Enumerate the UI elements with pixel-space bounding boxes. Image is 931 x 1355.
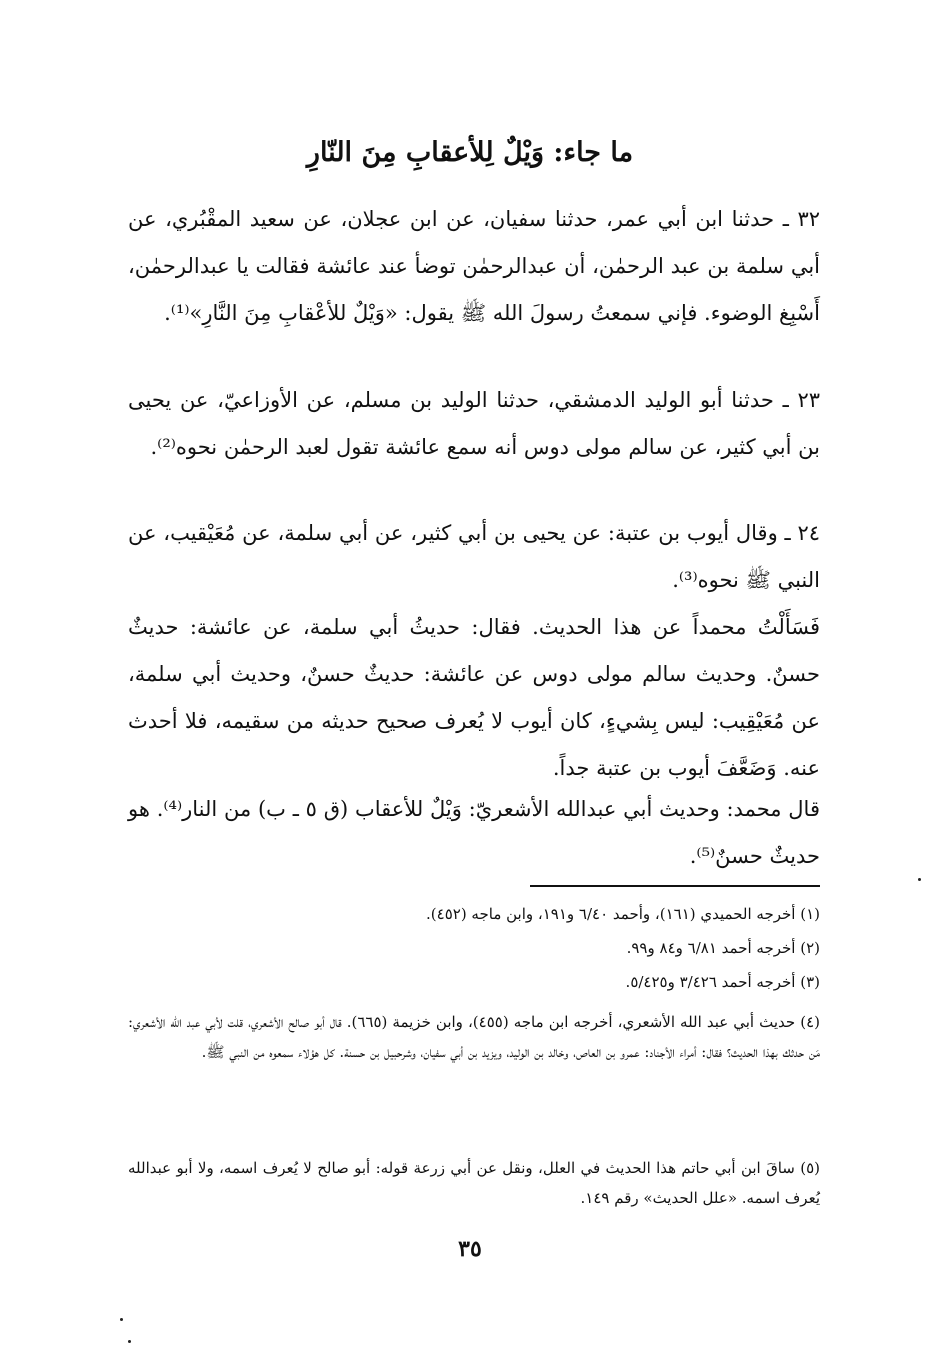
page-number: ٣٥: [458, 1236, 482, 1262]
scan-speck: [918, 878, 921, 881]
scan-speck: [120, 1318, 123, 1321]
commentary-paragraph: فَسَأَلْتُ محمداً عن هذا الحديث. فقال: حديثُ أبي سلمة، عن عائشة: حديثٌ حسنٌ. وحديث سالم مولى دوس عن عائشة: حديثٌ حسنٌ، وحديث أبي سلمة، عن مُعَيْقِيب: ليس بِشيءٍ، كان أيوب لا يُعرف صحيح حديثه من سقيمه، فلا أحدث عنه. وَضَعَّفَ أيوب بن عتبة جداً.: [128, 615, 820, 780]
footnote-1: (١) أخرجه الحميدي (١٦١)، وأحمد ٦/٤٠ و١٩١، وابن ماجه (٤٥٢).: [426, 905, 820, 923]
hadith-23-paragraph: ٢٣ ـ حدثنا أبو الوليد الدمشقي، حدثنا الوليد بن مسلم، عن الأوزاعيّ، عن يحيى بن أبي كثير، عن سالم مولى دوس أنه سمع عائشة تقول لعبد الرحمٰن نحوه⁽²⁾.: [128, 388, 820, 459]
hadith-32-paragraph: ٣٢ ـ حدثنا ابن أبي عمر، حدثنا سفيان، عن ابن عجلان، عن سعيد المقْبُري، عن أبي سلمة بن عبد الرحمٰن، أن عبدالرحمٰن توضأ عند عائشة فقالت يا عبدالرحمٰن، أَسْبِغ الوضوء. فإني سمعتُ رسولَ الله ﷺ يقول: «وَيْلٌ للأعْقابِ مِنَ النَّارِ»⁽¹⁾.: [128, 207, 820, 325]
chapter-heading: ما جاء: وَيْلٌ لِلأعقابِ مِنَ النّارِ: [306, 137, 634, 168]
footnote-5: (٥) ساقَ ابن أبي حاتم هذا الحديث في العلل، ونقل عن أبي زرعة قوله: أبو صالح لا يُعرف اسمه، ولا أبو عبدالله يُعرف اسمه. «علل الحديث» رقم ١٤٩.: [128, 1159, 820, 1207]
footnote-separator: [530, 885, 820, 887]
hadith-24-paragraph: ٢٤ ـ وقال أيوب بن عتبة: عن يحيى بن أبي كثير، عن أبي سلمة، عن مُعَيْقيب، عن النبي ﷺ نحوه⁽³⁾.: [128, 521, 820, 592]
muhammad-note-paragraph: قال محمد: وحديث أبي عبدالله الأشعريّ: وَيْلٌ للأعقاب (ق ٥ ـ ب) من النار⁽⁴⁾. هو حديثٌ حسنٌ⁽⁵⁾.: [128, 797, 820, 868]
footnote-2: (٢) أخرجه أحمد ٦/٨١ و٨٤ و٩٩.: [626, 939, 820, 957]
footnote-4: (٤) حديث أبي عبد الله الأشعري، أخرجه ابن ماجه (٤٥٥)، وابن خزيمة (٦٦٥). قال أبو صالح الأشعري، قلت لأبي عبد الله الأشعري: مَن حدثك بهذا الحديث؟ فقال: أمراء الأجناد: عمرو بن العاص، وخالد بن الوليد، ويزيد بن أبي سفيان، وشرحبيل بن حسنة. كل هؤلاء سمعوه من النبي ﷺ.: [128, 1013, 821, 1061]
footnote-3: (٣) أخرجه أحمد ٣/٤٢٦ و٥/٤٢٥.: [625, 973, 820, 991]
scan-speck: [128, 1340, 131, 1343]
